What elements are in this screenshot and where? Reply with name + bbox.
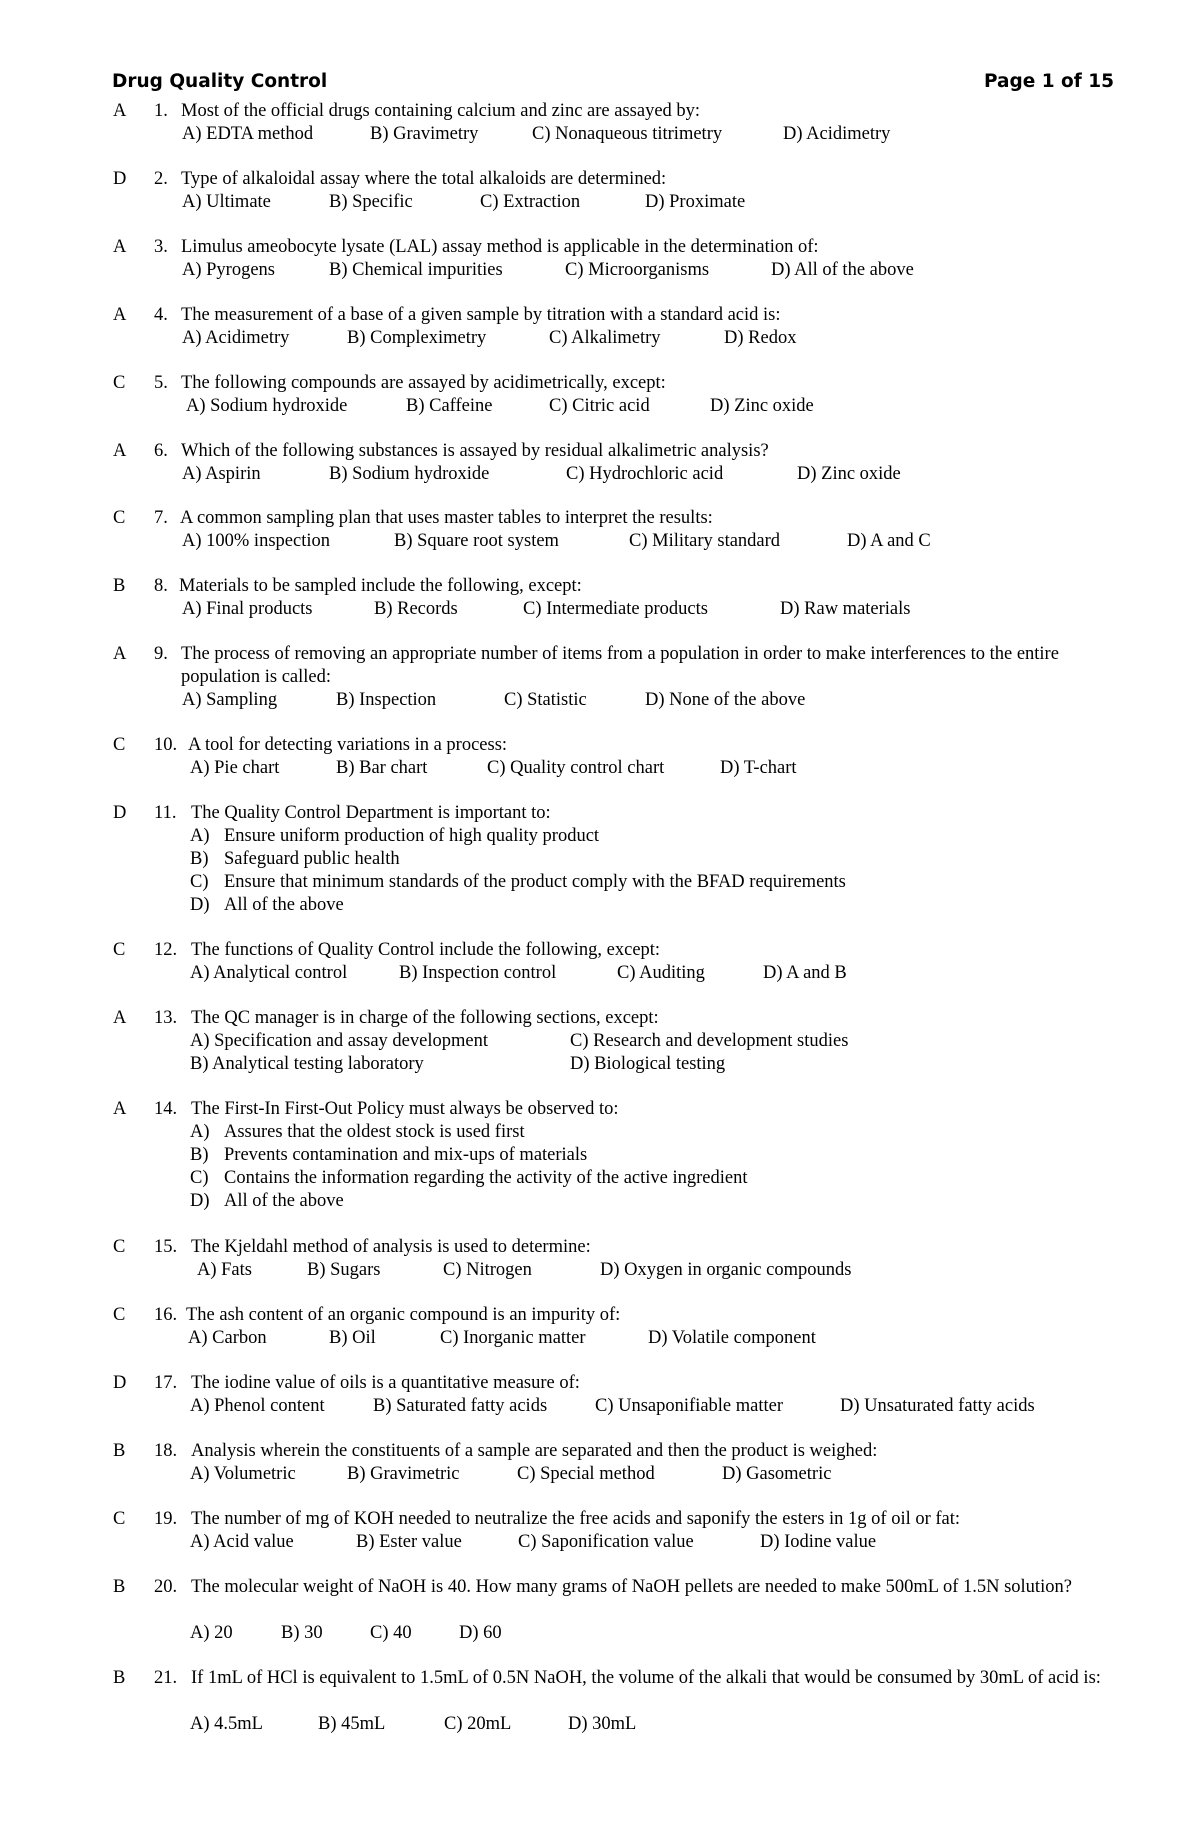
answer-option: C) 40: [370, 1623, 412, 1643]
answer-key: D: [113, 803, 127, 823]
answer-option: C) Saponification value: [518, 1532, 694, 1552]
option-letter: C): [190, 872, 209, 892]
answer-option: D) 60: [459, 1623, 502, 1643]
question-stem: The First-In First-Out Policy must always be observed to:: [191, 1099, 619, 1119]
option-text: All of the above: [224, 895, 344, 915]
question-number: 13.: [154, 1008, 178, 1028]
question-number: 14.: [154, 1099, 178, 1119]
option-text: Contains the information regarding the activity of the active ingredient: [224, 1168, 748, 1188]
answer-key: A: [113, 101, 127, 121]
answer-option: D) Zinc oxide: [797, 464, 901, 484]
question-stem: A tool for detecting variations in a process:: [188, 735, 508, 755]
option-text: All of the above: [224, 1191, 344, 1211]
question-number: 3.: [154, 237, 168, 257]
answer-option: C) Citric acid: [549, 396, 650, 416]
answer-option: [190, 1190, 1090, 1213]
question-number: 10.: [154, 735, 178, 755]
answer-option: B) Records: [374, 599, 458, 619]
page-header: [112, 71, 1114, 97]
answer-option: A) Phenol content: [190, 1396, 325, 1416]
answer-option: A) Acid value: [190, 1532, 294, 1552]
answer-option: D) 30mL: [568, 1714, 637, 1734]
answer-option: [190, 1144, 1090, 1167]
option-letter: A): [190, 826, 210, 846]
answer-option: [190, 848, 1090, 871]
option-letter: D): [190, 1191, 210, 1211]
question-stem: The measurement of a base of a given sample by titration with a standard acid is:: [181, 305, 781, 325]
answer-key: C: [113, 1305, 126, 1325]
answer-option: [190, 894, 1090, 917]
answer-option: B) Bar chart: [336, 758, 428, 778]
answer-option: D) Proximate: [645, 192, 746, 212]
question-stem: If 1mL of HCl is equivalent to 1.5mL of 0.5N NaOH, the volume of the alkali that would be consumed by 30mL of acid is:: [191, 1668, 1101, 1688]
answer-option: C) Intermediate products: [523, 599, 708, 619]
answer-key: D: [113, 1373, 127, 1393]
answer-option: D) Oxygen in organic compounds: [600, 1260, 852, 1280]
option-letter: B): [190, 1145, 209, 1165]
answer-option: B) Inspection: [336, 690, 437, 710]
answer-option: D) None of the above: [645, 690, 806, 710]
answer-key: B: [113, 1577, 126, 1597]
answer-option: C) Microorganisms: [565, 260, 710, 280]
answer-option: C) 20mL: [444, 1714, 512, 1734]
answer-option: [190, 825, 1090, 848]
answer-option: C) Alkalimetry: [549, 328, 661, 348]
answer-key: C: [113, 508, 126, 528]
question-number: 5.: [154, 373, 168, 393]
question-stem: The ash content of an organic compound is an impurity of:: [186, 1305, 621, 1325]
answer-option: B) Saturated fatty acids: [373, 1396, 548, 1416]
question-stem: Type of alkaloidal assay where the total alkaloids are determined:: [181, 169, 667, 189]
question-number: 9.: [154, 644, 168, 664]
answer-option: A) Pie chart: [190, 758, 280, 778]
answer-option: D) All of the above: [771, 260, 914, 280]
answer-option: A) Sodium hydroxide: [186, 396, 348, 416]
answer-option: D) A and B: [763, 963, 847, 983]
answer-option: B) Sodium hydroxide: [329, 464, 490, 484]
answer-option: A) Aspirin: [182, 464, 261, 484]
question-number: 11.: [154, 803, 177, 823]
answer-key: A: [113, 1099, 127, 1119]
option-letter: B): [190, 849, 209, 869]
question-stem: Materials to be sampled include the following, except:: [179, 576, 582, 596]
answer-option: B) Oil: [329, 1328, 376, 1348]
question-number: 7.: [154, 508, 168, 528]
answer-option: B) Caffeine: [406, 396, 493, 416]
question-stem: The iodine value of oils is a quantitative measure of:: [191, 1373, 580, 1393]
answer-option: C) Research and development studies: [570, 1031, 849, 1051]
option-text: Assures that the oldest stock is used first: [224, 1122, 525, 1142]
answer-key: A: [113, 441, 127, 461]
answer-option: D) Biological testing: [570, 1054, 726, 1074]
question-stem: The Quality Control Department is important to:: [191, 803, 551, 823]
answer-option: C) Unsaponifiable matter: [595, 1396, 784, 1416]
answer-option: B) Compleximetry: [347, 328, 487, 348]
answer-option: D) Redox: [724, 328, 797, 348]
question-stem: Analysis wherein the constituents of a sample are separated and then the product is weighed:: [191, 1441, 878, 1461]
answer-key: B: [113, 1441, 126, 1461]
question-number: 2.: [154, 169, 168, 189]
answer-option: C) Nonaqueous titrimetry: [532, 124, 723, 144]
answer-option: C) Inorganic matter: [440, 1328, 586, 1348]
answer-key: A: [113, 305, 127, 325]
answer-option: D) Acidimetry: [783, 124, 891, 144]
question-stem: Limulus ameobocyte lysate (LAL) assay method is applicable in the determination of:: [181, 237, 819, 257]
option-text: Ensure that minimum standards of the product comply with the BFAD requirements: [224, 872, 846, 892]
question-number: 12.: [154, 940, 178, 960]
answer-option: A) Fats: [197, 1260, 252, 1280]
answer-option: B) 45mL: [318, 1714, 386, 1734]
answer-option: B) Inspection control: [399, 963, 557, 983]
answer-option: C) Extraction: [480, 192, 581, 212]
answer-option: B) Gravimetric: [347, 1464, 460, 1484]
answer-option: D) Gasometric: [722, 1464, 832, 1484]
answer-option: B) Square root system: [394, 531, 559, 551]
answer-option: C) Hydrochloric acid: [566, 464, 724, 484]
answer-option: [190, 1121, 1090, 1144]
answer-option: B) Analytical testing laboratory: [190, 1054, 424, 1074]
question-stem: Which of the following substances is assayed by residual alkalimetric analysis?: [181, 441, 769, 461]
answer-option: D) Volatile component: [648, 1328, 816, 1348]
answer-option: B) Chemical impurities: [329, 260, 503, 280]
answer-option: D) Zinc oxide: [710, 396, 814, 416]
answer-option: C) Special method: [517, 1464, 655, 1484]
question-stem: The following compounds are assayed by acidimetrically, except:: [181, 373, 666, 393]
question-stem: The process of removing an appropriate number of items from a population in order to make interferences to the entire population is called:: [181, 644, 1059, 687]
option-letter: A): [190, 1122, 210, 1142]
question-stem: The QC manager is in charge of the following sections, except:: [191, 1008, 659, 1028]
answer-option: C) Nitrogen: [443, 1260, 532, 1280]
answer-key: B: [113, 576, 126, 596]
answer-option: B) Specific: [329, 192, 413, 212]
answer-option: A) Specification and assay development: [190, 1031, 488, 1051]
answer-option: A) Volumetric: [190, 1464, 296, 1484]
answer-option: C) Military standard: [629, 531, 781, 551]
answer-key: C: [113, 735, 126, 755]
option-text: Safeguard public health: [224, 849, 400, 869]
answer-key: A: [113, 644, 127, 664]
answer-key: C: [113, 1509, 126, 1529]
option-text: Ensure uniform production of high quality product: [224, 826, 600, 846]
question-number: 6.: [154, 441, 168, 461]
question-stem: The Kjeldahl method of analysis is used to determine:: [191, 1237, 591, 1257]
answer-option: A) 4.5mL: [190, 1714, 263, 1734]
option-text: Prevents contamination and mix-ups of materials: [224, 1145, 588, 1165]
answer-option: C) Auditing: [617, 963, 705, 983]
question-stem: A common sampling plan that uses master tables to interpret the results:: [180, 508, 713, 528]
answer-option: D) T-chart: [720, 758, 797, 778]
question-number: 8.: [154, 576, 168, 596]
answer-option: D) Unsaturated fatty acids: [840, 1396, 1035, 1416]
answer-key: C: [113, 940, 126, 960]
answer-option: B) Ester value: [356, 1532, 462, 1552]
answer-key: C: [113, 1237, 126, 1257]
question-stem: The molecular weight of NaOH is 40. How many grams of NaOH pellets are needed to make 500mL of 1.5N solution?: [191, 1577, 1072, 1597]
answer-option: A) Analytical control: [190, 963, 348, 983]
answer-option: D) A and C: [847, 531, 931, 551]
answer-option: B) 30: [281, 1623, 323, 1643]
question-number: 20.: [154, 1577, 178, 1597]
answer-key: B: [113, 1668, 126, 1688]
answer-key: A: [113, 1008, 127, 1028]
question-number: 16.: [154, 1305, 178, 1325]
question-number: 18.: [154, 1441, 178, 1461]
question-number: 1.: [154, 101, 168, 121]
question-stem: Most of the official drugs containing calcium and zinc are assayed by:: [181, 101, 701, 121]
answer-key: A: [113, 237, 127, 257]
answer-option: A) Carbon: [188, 1328, 267, 1348]
answer-option: [190, 1167, 1090, 1190]
question-stem: The number of mg of KOH needed to neutralize the free acids and saponify the esters in 1g of oil or fat:: [191, 1509, 961, 1529]
answer-option: A) Ultimate: [182, 192, 271, 212]
answer-option: A) Sampling: [182, 690, 278, 710]
question-number: 15.: [154, 1237, 178, 1257]
answer-option: A) Acidimetry: [182, 328, 290, 348]
answer-option: A) 100% inspection: [182, 531, 330, 551]
question-stem: The functions of Quality Control include the following, except:: [191, 940, 661, 960]
question-number: 19.: [154, 1509, 178, 1529]
answer-option: D) Raw materials: [780, 599, 911, 619]
page-number: Page 1 of 15: [983, 71, 1114, 92]
answer-option: A) 20: [190, 1623, 233, 1643]
answer-key: C: [113, 373, 126, 393]
question-number: 4.: [154, 305, 168, 325]
document-title: Drug Quality Control: [112, 71, 328, 92]
answer-option: B) Gravimetry: [370, 124, 479, 144]
answer-option: [190, 871, 1090, 894]
answer-option: D) Iodine value: [760, 1532, 877, 1552]
option-letter: C): [190, 1168, 209, 1188]
answer-option: B) Sugars: [307, 1260, 381, 1280]
answer-option: A) EDTA method: [182, 124, 314, 144]
answer-key: D: [113, 169, 127, 189]
answer-option: C) Quality control chart: [487, 758, 665, 778]
question-number: 17.: [154, 1373, 178, 1393]
answer-option: A) Final products: [182, 599, 313, 619]
option-letter: D): [190, 895, 210, 915]
answer-option: A) Pyrogens: [182, 260, 276, 280]
answer-option: C) Statistic: [504, 690, 587, 710]
question-number: 21.: [154, 1668, 178, 1688]
